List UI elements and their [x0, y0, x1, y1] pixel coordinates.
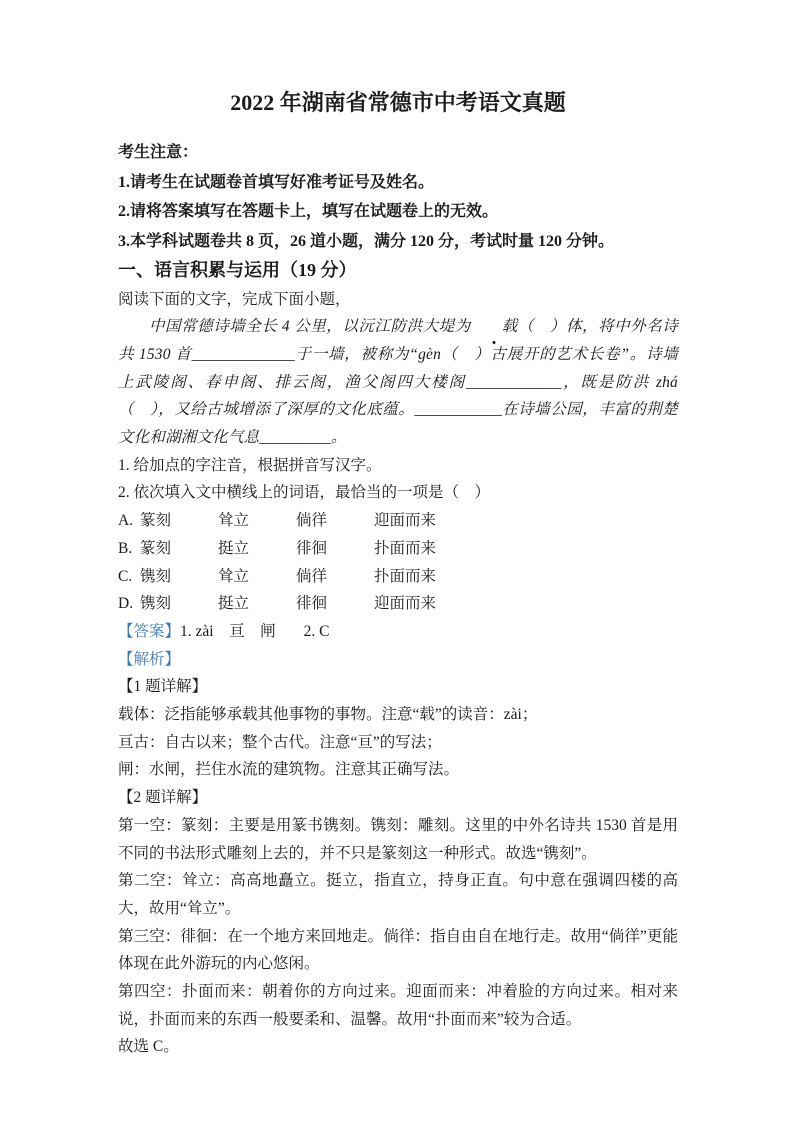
option-word: 镌刻: [140, 595, 172, 613]
option-word: 徘徊: [296, 539, 328, 557]
detail2-para-2: 第二空：耸立：高高地矗立。挺立，指直立，持身正直。句中意在强调四楼的高大，故用“耸立”。: [118, 872, 678, 917]
question-2: 2. 依次填入文中横线上的词语，最恰当的一项是（ ）: [118, 484, 491, 502]
answer-line: [118, 618, 678, 646]
option-word: 镌刻: [140, 567, 172, 585]
option-word: 挺立: [218, 539, 250, 557]
option-word: 耸立: [218, 567, 250, 585]
passage-text-before-dot: 中国常德诗墙全长 4 公里，以沅江防洪大堤为: [149, 318, 471, 336]
option-label: A.: [118, 512, 134, 530]
option-word: 扑面而来: [374, 539, 437, 557]
option-word: 倘徉: [296, 512, 328, 530]
option-word: 篆刻: [140, 512, 172, 530]
detail1-line-1: 载体：泛指能够承载其他事物的事物。注意“载”的读音：zài；: [118, 706, 538, 724]
detail2-para-3: 第三空：徘徊：在一个地方来回地走。倘徉：指自由自在地行走。故用“倘徉”更能体现在此外游玩的内心悠闲。: [118, 927, 678, 973]
detail2-heading: 【2 题详解】: [118, 789, 208, 807]
notice-item-1: 1.请考生在试题卷首填写好准考证号及姓名。: [118, 173, 435, 191]
detail2-para-4: 第四空：扑面而来：朝着你的方向过来。迎面而来：冲着脸的方向过来。相对来说，扑面而来的东西一般要柔和、温馨。故用“扑面而来”较为合适。: [118, 983, 678, 1028]
option-row-c: [118, 563, 678, 591]
analysis-label: 【解析】: [118, 650, 181, 668]
option-label: C.: [118, 567, 133, 585]
option-row-b: [118, 535, 678, 563]
reading-intro: 阅读下面的文字，完成下面小题，: [118, 290, 351, 308]
notice-heading: 考生注意：: [118, 144, 199, 161]
answer-part-2: 2. C: [303, 622, 330, 640]
conclusion-line: 故选 C。: [118, 1038, 179, 1056]
option-word: 篆刻: [140, 539, 172, 557]
options-list: [118, 507, 678, 618]
option-row-a: [118, 507, 678, 535]
passage-text-after-dot: （ ）体，将中外名诗共 1530 首_____________于一墙，被称为“gèn（ ）古展开的艺术长卷”。诗墙上武陵阁、春申阁、排云阁，渔父阁四大楼阁____________，既是防洪 zhá（ ），又给古城增添了深厚的文化底蕴。___________在诗墙公园，丰富的荆楚文化和湖湘文化气息_________。: [118, 318, 678, 447]
detail1-line-2: 亘古：自古以来；整个古代。注意“亘”的写法；: [118, 733, 442, 751]
option-word: 挺立: [218, 595, 250, 613]
notice-item-2: 2.请将答案填写在答题卡上，填写在试题卷上的无效。: [118, 203, 499, 220]
option-label: D.: [118, 595, 134, 613]
detail1-line-3: 闸：水闸，拦住水流的建筑物。注意其正确写法。: [118, 761, 460, 779]
page-title: 2022 年湖南省常德市中考语文真题: [230, 90, 566, 115]
detail2-para-1: 第一空：篆刻：主要是用篆书镌刻。镌刻：雕刻。这里的中外名诗共 1530 首是用不同的书法形式雕刻上去的，并不只是篆刻这一种形式。故选“镌刻”。: [118, 816, 678, 862]
emphasis-dotted-char: 载: [471, 313, 518, 341]
detail1-heading: 【1 题详解】: [118, 678, 208, 696]
option-label: B.: [118, 539, 133, 557]
section-one-heading: 一、语言积累与运用（19 分）: [118, 260, 357, 280]
reading-passage: [118, 313, 678, 452]
option-word: 倘徉: [296, 567, 328, 585]
answer-part-1: 1. zài 亘 闸: [180, 622, 276, 640]
option-word: 扑面而来: [374, 567, 437, 585]
option-word: 徘徊: [296, 595, 328, 613]
option-word: 迎面而来: [374, 595, 437, 613]
notice-item-3: 3.本学科试题卷共 8 页，26 道小题，满分 120 分，考试时量 120 分钟。: [118, 232, 615, 250]
question-1: 1. 给加点的字注音，根据拼音写汉字。: [118, 456, 382, 474]
option-word: 耸立: [218, 512, 250, 530]
answer-label: 【答案】: [118, 622, 181, 640]
option-row-d: [118, 590, 678, 618]
candidate-notice-section: [118, 138, 678, 256]
option-word: 迎面而来: [374, 512, 437, 530]
